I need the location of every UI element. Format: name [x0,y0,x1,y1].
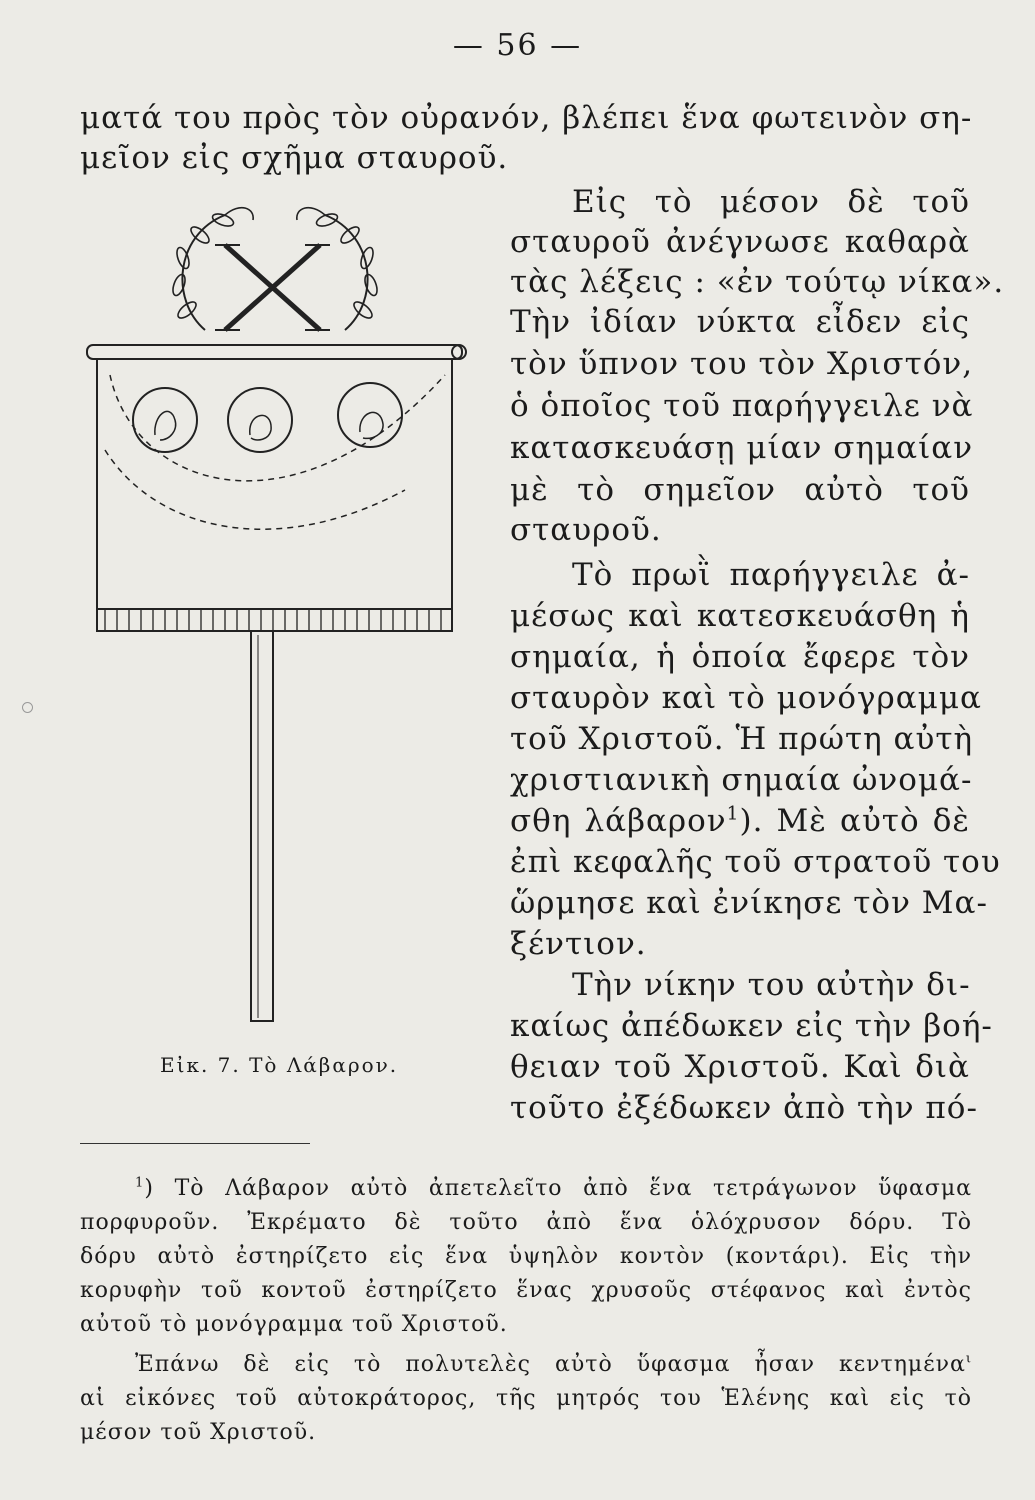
body-line: θειαν τοῦ Χριστοῦ. Καὶ διὰ [510,1049,970,1085]
body-line: ὁ ὁποῖος τοῦ παρήγγειλε νὰ [510,388,974,424]
body-line: Τὴν νίκην του αὐτὴν δι- [572,967,971,1003]
body-line: τὰς λέξεις : «ἐν τούτῳ νίκα». [510,264,1005,300]
body-line: Εἰς τὸ μέσον δὲ τοῦ [572,184,970,220]
footnote-line: κορυφὴν τοῦ κοντοῦ ἐστηρίζετο ἕνας χρυσοῦς στέφανος καὶ ἐντὸς [80,1278,972,1303]
body-line: τοῦτο ἐξέδωκεν ἀπὸ τὴν πό- [510,1090,978,1126]
body-line: ἐπὶ κεφαλῆς τοῦ στρατοῦ του [510,844,1001,880]
body-line: σταυρὸν καὶ τὸ μονόγραμμα [510,680,982,716]
body-line: χριστιανικὴ σημαία ὠνομά- [510,762,973,798]
labarum-illustration [75,190,475,1040]
body-line: σταυροῦ ἀνέγνωσε καθαρὰ [510,224,970,260]
body-line: ματά του πρὸς τὸν οὐρανόν, βλέπει ἕνα φωτεινὸν ση- [80,100,973,136]
footnote-line: δόρυ αὐτὸ ἐστηρίζετο εἰς ἕνα ὑψηλὸν κοντὸν (κοντάρι). Εἰς τὴν [80,1244,972,1269]
footnote-separator [80,1143,310,1144]
body-line: μὲ τὸ σημεῖον αὐτὸ τοῦ [510,472,970,508]
footnote-line: πορφυροῦν. Ἐκρέματο δὲ τοῦτο ἀπὸ ἕνα ὁλόχρυσον δόρυ. Τὸ [80,1210,972,1235]
footnote-line: αἱ εἰκόνες τοῦ αὐτοκράτορος, τῆς μητρός του Ἑλένης καὶ εἰς τὸ [80,1386,972,1411]
footnote-line: μέσον τοῦ Χριστοῦ. [80,1420,317,1445]
page-number: — 56 — [452,28,583,63]
body-line: τὸν ὕπνον του τὸν Χριστόν, [510,346,974,382]
body-line: καίως ἀπέδωκεν εἰς τὴν βοή- [510,1008,993,1044]
body-line: σθη λάβαρον$^1$). Μὲ αὐτὸ δὲ [510,803,970,839]
footnote-line: αὐτοῦ τὸ μονόγραμμα τοῦ Χριστοῦ. [80,1312,508,1337]
body-line: τοῦ Χριστοῦ. Ἡ πρώτη αὐτὴ [510,721,974,757]
page-speck [22,702,33,713]
body-line: σταυροῦ. [510,512,662,548]
footnote-line: $^1$) Τὸ Λάβαρον αὐτὸ ἀπετελεῖτο ἀπὸ ἕνα τετράγωνον ὕφασμα [135,1175,972,1201]
body-line: ξέντιον. [510,926,647,962]
body-line: Τὸ πρωῒ παρήγγειλε ἀ- [572,557,970,593]
body-line: μεῖον εἰς σχῆμα σταυροῦ. [80,140,509,176]
footnote-line: Ἐπάνω δὲ εἰς τὸ πολυτελὲς αὐτὸ ὕφασμα ἦσαν κεντημένα$^\iota$ [135,1351,972,1377]
body-line: ὥρμησε καὶ ἐνίκησε τὸν Μα- [510,885,988,921]
body-line: Τὴν ἰδίαν νύκτα εἶδεν εἰς [510,304,970,340]
body-line: σημαία, ἡ ὁποία ἔφερε τὸν [510,639,970,675]
figure-caption: Εἰκ. 7. Τὸ Λάβαρον. [160,1053,399,1077]
body-line: μέσως καὶ κατεσκευάσθη ἡ [510,598,970,634]
body-line: κατασκευάσῃ μίαν σημαίαν [510,430,974,466]
